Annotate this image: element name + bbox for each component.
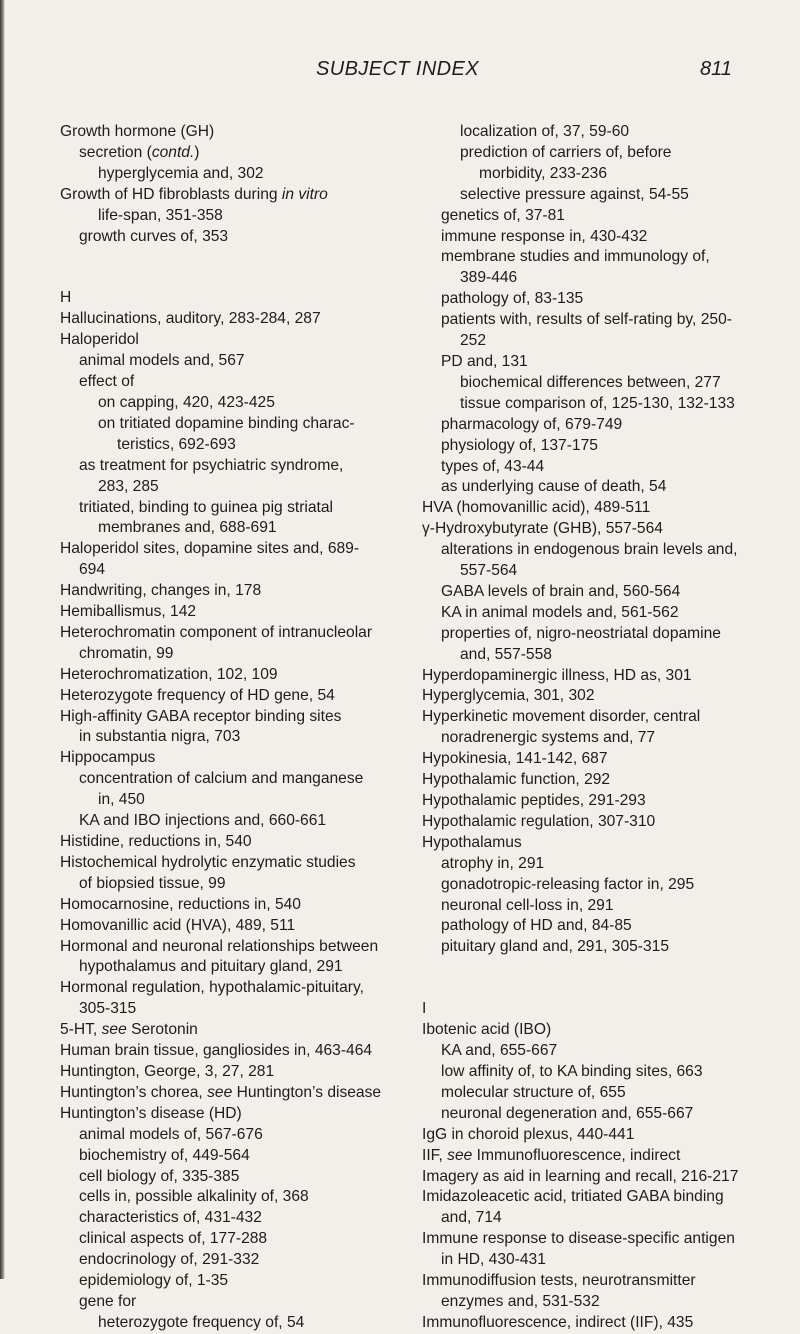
index-entry: Hyperdopaminergic illness, HD as, 301: [422, 666, 692, 684]
index-entry: types of, 43-44: [441, 457, 545, 475]
index-entry: High-affinity GABA receptor binding sites: [60, 707, 342, 725]
index-entry: as underlying cause of death, 54: [441, 478, 667, 496]
italic-term: see: [101, 1021, 127, 1039]
index-entry: and, 714: [441, 1209, 502, 1227]
index-entry: pathology of HD and, 84-85: [441, 917, 632, 935]
index-entry: KA in animal models and, 561-562: [441, 603, 679, 621]
index-entry: as treatment for psychiatric syndrome,: [79, 456, 344, 474]
index-entry: pathology of, 83-135: [441, 290, 584, 308]
index-entry: biochemistry of, 449-564: [79, 1146, 250, 1164]
index-entry: on capping, 420, 423-425: [98, 393, 275, 411]
index-entry: Human brain tissue, gangliosides in, 463-464: [60, 1042, 373, 1060]
index-entry: 252: [460, 332, 487, 350]
page-number: 811: [700, 58, 732, 80]
section-letter: H: [60, 289, 72, 307]
index-entry: Growth of HD fibroblasts during in vitro: [60, 185, 328, 203]
index-entry: Hypothalamus: [422, 833, 522, 851]
italic-term: in vitro: [281, 185, 328, 203]
index-entry: animal models of, 567-676: [79, 1125, 263, 1143]
index-entry: low affinity of, to KA binding sites, 663: [441, 1062, 703, 1080]
index-entry: teristics, 692-693: [117, 435, 236, 453]
index-entry: Hypothalamic function, 292: [422, 771, 611, 789]
index-entry: γ-Hydroxybutyrate (GHB), 557-564: [422, 520, 663, 538]
index-entry: cell biology of, 335-385: [79, 1167, 240, 1185]
index-entry: IIF, see Immunofluorescence, indirect: [422, 1146, 681, 1164]
index-entry: selective pressure against, 54-55: [460, 185, 689, 203]
index-entry: 694: [79, 561, 106, 579]
section-gap: [60, 247, 412, 288]
index-entry: Histochemical hydrolytic enzymatic studies: [60, 853, 356, 871]
index-entry: IgG in choroid plexus, 440-441: [422, 1125, 635, 1143]
index-entry: Handwriting, changes in, 178: [60, 582, 262, 600]
index-entry: Heterozygote frequency of HD gene, 54: [60, 686, 335, 704]
index-entry: chromatin, 99: [79, 644, 174, 662]
index-entry: of biopsied tissue, 99: [79, 874, 226, 892]
index-entry: neuronal degeneration and, 655-667: [441, 1104, 694, 1122]
index-entry: on tritiated dopamine binding charac-: [98, 414, 355, 432]
index-entry: in HD, 430-431: [441, 1251, 546, 1269]
index-entry: 305-315: [79, 1000, 137, 1018]
index-entry: Imagery as aid in learning and recall, 216-217: [422, 1167, 739, 1185]
index-entry: animal models and, 567: [79, 352, 245, 370]
index-entry: Heterochromatization, 102, 109: [60, 665, 278, 683]
index-entry: Immune response to disease-specific antigen: [422, 1230, 735, 1248]
running-head-title: SUBJECT INDEX: [316, 58, 480, 80]
index-entry: genetics of, 37-81: [441, 206, 565, 224]
index-entry: Huntington’s chorea, see Huntington’s disease: [60, 1083, 382, 1101]
index-entry: gonadotropic-releasing factor in, 295: [441, 875, 695, 893]
index-entry: hyperglycemia and, 302: [98, 164, 264, 182]
index-entry: Homovanillic acid (HVA), 489, 511: [60, 916, 296, 934]
index-entry: 389-446: [460, 269, 518, 287]
index-entry: growth curves of, 353: [79, 227, 229, 245]
index-entry: Imidazoleacetic acid, tritiated GABA binding: [422, 1188, 724, 1206]
index-entry: membrane studies and immunology of,: [441, 248, 710, 266]
index-entry: endocrinology of, 291-332: [79, 1251, 260, 1269]
index-entry: patients with, results of self-rating by, 250-: [441, 311, 732, 329]
index-entry: hypothalamus and pituitary gland, 291: [79, 958, 343, 976]
index-entry: prediction of carriers of, before: [460, 143, 672, 161]
index-entry: cells in, possible alkalinity of, 368: [79, 1188, 309, 1206]
index-entry: heterozygote frequency of, 54: [98, 1313, 305, 1331]
index-entry: Hormonal and neuronal relationships between: [60, 937, 379, 955]
index-entry: Hemiballismus, 142: [60, 603, 197, 621]
italic-term: see: [207, 1083, 233, 1101]
index-entry: effect of: [79, 373, 135, 391]
index-entry: concentration of calcium and manganese: [79, 770, 364, 788]
index-entry: biochemical differences between, 277: [460, 373, 721, 391]
index-entry: GABA levels of brain and, 560-564: [441, 582, 681, 600]
index-entry: neuronal cell-loss in, 291: [441, 896, 614, 914]
index-entry: pituitary gland and, 291, 305-315: [441, 938, 670, 956]
index-entry: Heterochromatin component of intranucleolar: [60, 623, 373, 641]
index-entry: PD and, 131: [441, 352, 528, 370]
index-entry: epidemiology of, 1-35: [79, 1272, 229, 1290]
index-entry: Hormonal regulation, hypothalamic-pituitary,: [60, 979, 364, 997]
index-entry: Hyperkinetic movement disorder, central: [422, 708, 701, 726]
index-entry: noradrenergic systems and, 77: [441, 729, 656, 747]
index-entry: physiology of, 137-175: [441, 436, 598, 454]
index-entry: secretion (contd.): [79, 143, 200, 161]
index-entry: Huntington’s disease (HD): [60, 1104, 242, 1122]
index-entry: membranes and, 688-691: [98, 519, 277, 537]
index-column-left: [60, 122, 412, 1334]
index-entry: 557-564: [460, 562, 518, 580]
index-entry: Hypokinesia, 141-142, 687: [422, 750, 608, 768]
italic-term: see: [447, 1146, 473, 1164]
index-entry: KA and IBO injections and, 660-661: [79, 812, 327, 830]
index-entry: in substantia nigra, 703: [79, 728, 241, 746]
index-entry: Growth hormone (GH): [60, 123, 215, 140]
index-entry: tissue comparison of, 125-130, 132-133: [460, 394, 735, 412]
index-entry: clinical aspects of, 177-288: [79, 1230, 268, 1248]
index-entry: Immunodiffusion tests, neurotransmitter: [422, 1272, 696, 1290]
index-column-right: [422, 122, 787, 1334]
index-entry: molecular structure of, 655: [441, 1083, 626, 1101]
index-entry: Hippocampus: [60, 749, 156, 767]
index-entry: Haloperidol: [60, 331, 139, 349]
italic-term: contd.: [151, 143, 195, 161]
index-entry: gene for: [79, 1292, 137, 1310]
index-entry: Hypothalamic peptides, 291-293: [422, 792, 646, 809]
index-entry: 283, 285: [98, 477, 159, 495]
index-entry: Hyperglycemia, 301, 302: [422, 687, 595, 705]
index-entry: localization of, 37, 59-60: [460, 123, 630, 140]
index-entry: Ibotenic acid (IBO): [422, 1021, 552, 1039]
index-entry: alterations in endogenous brain levels and,: [441, 541, 738, 559]
index-entry: Immunofluorescence, indirect (IIF), 435: [422, 1313, 694, 1331]
index-entry: immune response in, 430-432: [441, 227, 648, 245]
section-letter: I: [422, 1000, 427, 1018]
index-entry: characteristics of, 431-432: [79, 1209, 262, 1227]
index-entry: pharmacology of, 679-749: [441, 415, 623, 433]
index-entry: Huntington, George, 3, 27, 281: [60, 1062, 275, 1080]
index-entry: and, 557-558: [460, 645, 552, 663]
index-entry: properties of, nigro-neostriatal dopamine: [441, 624, 721, 642]
index-entry: tritiated, binding to guinea pig striatal: [79, 498, 333, 516]
section-gap: [422, 958, 787, 999]
index-entry: Hallucinations, auditory, 283-284, 287: [60, 310, 321, 328]
index-entry: atrophy in, 291: [441, 854, 545, 872]
index-entry: life-span, 351-358: [98, 206, 223, 224]
scan-edge-shadow: [0, 0, 5, 1279]
index-entry: KA and, 655-667: [441, 1042, 558, 1060]
index-entry: Homocarnosine, reductions in, 540: [60, 895, 301, 913]
index-entry: enzymes and, 531-532: [441, 1292, 600, 1310]
index-entry: in, 450: [98, 791, 145, 809]
index-entry: morbidity, 233-236: [479, 164, 607, 182]
index-entry: Haloperidol sites, dopamine sites and, 689-: [60, 540, 360, 558]
index-entry: Histidine, reductions in, 540: [60, 833, 252, 850]
index-entry: HVA (homovanillic acid), 489-511: [422, 499, 651, 517]
index-entry: Hypothalamic regulation, 307-310: [422, 812, 656, 830]
running-head: [0, 58, 800, 88]
index-entry: 5-HT, see Serotonin: [60, 1021, 198, 1039]
